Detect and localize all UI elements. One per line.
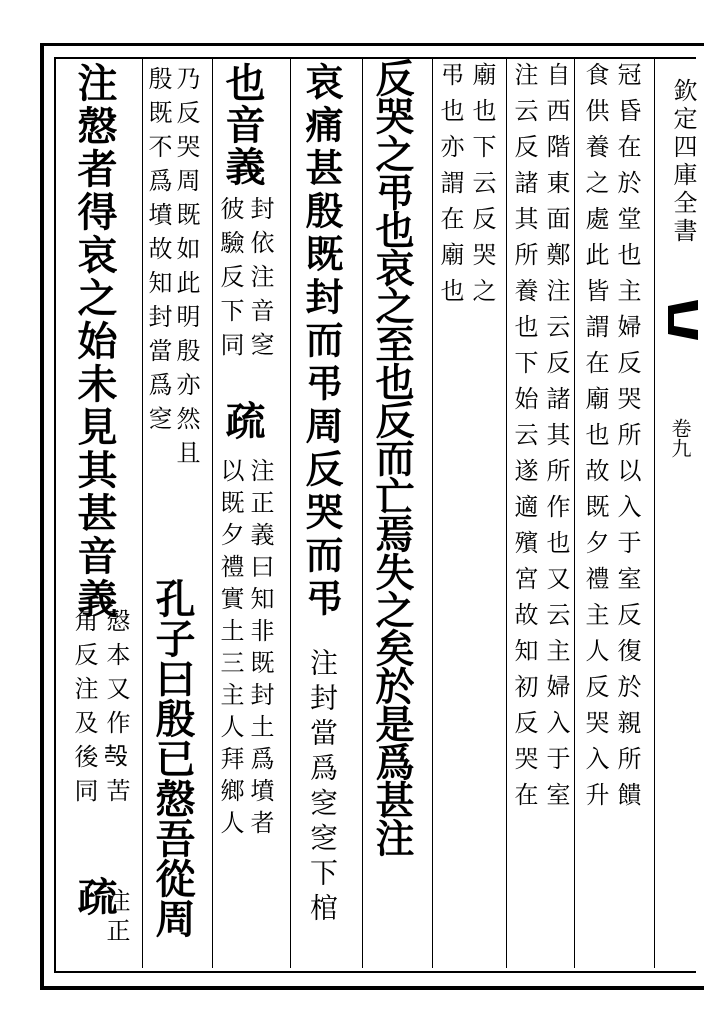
text-column: 自西階東面鄭注云反諸其所作也又云主婦入于室	[542, 62, 570, 818]
main-text-column: 也音義	[219, 62, 266, 188]
main-text-column: 注慤者得哀之始未見其甚音義	[71, 62, 118, 621]
main-text-column: 孔子曰殷已慤吾從周	[149, 578, 196, 938]
column-rule	[290, 58, 291, 968]
note-text: 注正義曰知非既封土爲墳者	[246, 458, 274, 842]
main-text-column: 哀痛甚殷既封而弔周反哭而弔	[299, 62, 344, 621]
shu-marker: 疏	[219, 400, 266, 442]
fish-tail-mark	[668, 300, 698, 340]
collection-title: 欽定四庫全書	[669, 78, 697, 246]
note-text: 慤本又作𣪊苦	[102, 608, 130, 812]
column-rule	[654, 58, 655, 968]
text-column: 注云反諸其所養也下始云遂適殯宮故知初反哭在	[510, 62, 538, 818]
note-text: 彼驗反下同	[216, 196, 244, 366]
column-rule	[574, 58, 575, 968]
note-text: 以既夕禮實土三主人拜鄉人	[216, 458, 244, 842]
text-column: 食供養之處此皆謂在廟也故既夕禮主人反哭入升	[581, 62, 609, 818]
text-column: 冠昏在於堂也主婦反哭所以入于室反復於親所饋	[613, 62, 641, 818]
note-text: 封依注音窆	[246, 196, 274, 366]
column-rule	[432, 58, 433, 968]
volume-label: 卷九	[668, 418, 692, 458]
note-text: 乃反哭周既如此明殷亦然且	[172, 66, 200, 474]
note-text: 注正	[102, 888, 130, 948]
note-text: 殷既不爲墳故知封當爲窆	[144, 66, 172, 440]
shu-marker: 疏	[71, 876, 118, 918]
note-column: 廟也下云反哭之	[468, 62, 496, 314]
note-column: 弔也亦謂在廟也	[436, 62, 464, 314]
column-rule	[506, 58, 507, 968]
note-text: 注封當爲窆窆下棺	[306, 648, 339, 928]
main-text-column: 反哭之弔也哀之至也反而亡焉失之矣於是爲甚注	[369, 58, 415, 856]
note-text: 角反注及後同	[70, 608, 98, 812]
column-rule	[142, 58, 143, 968]
column-rule	[212, 58, 213, 968]
column-rule	[362, 58, 363, 968]
